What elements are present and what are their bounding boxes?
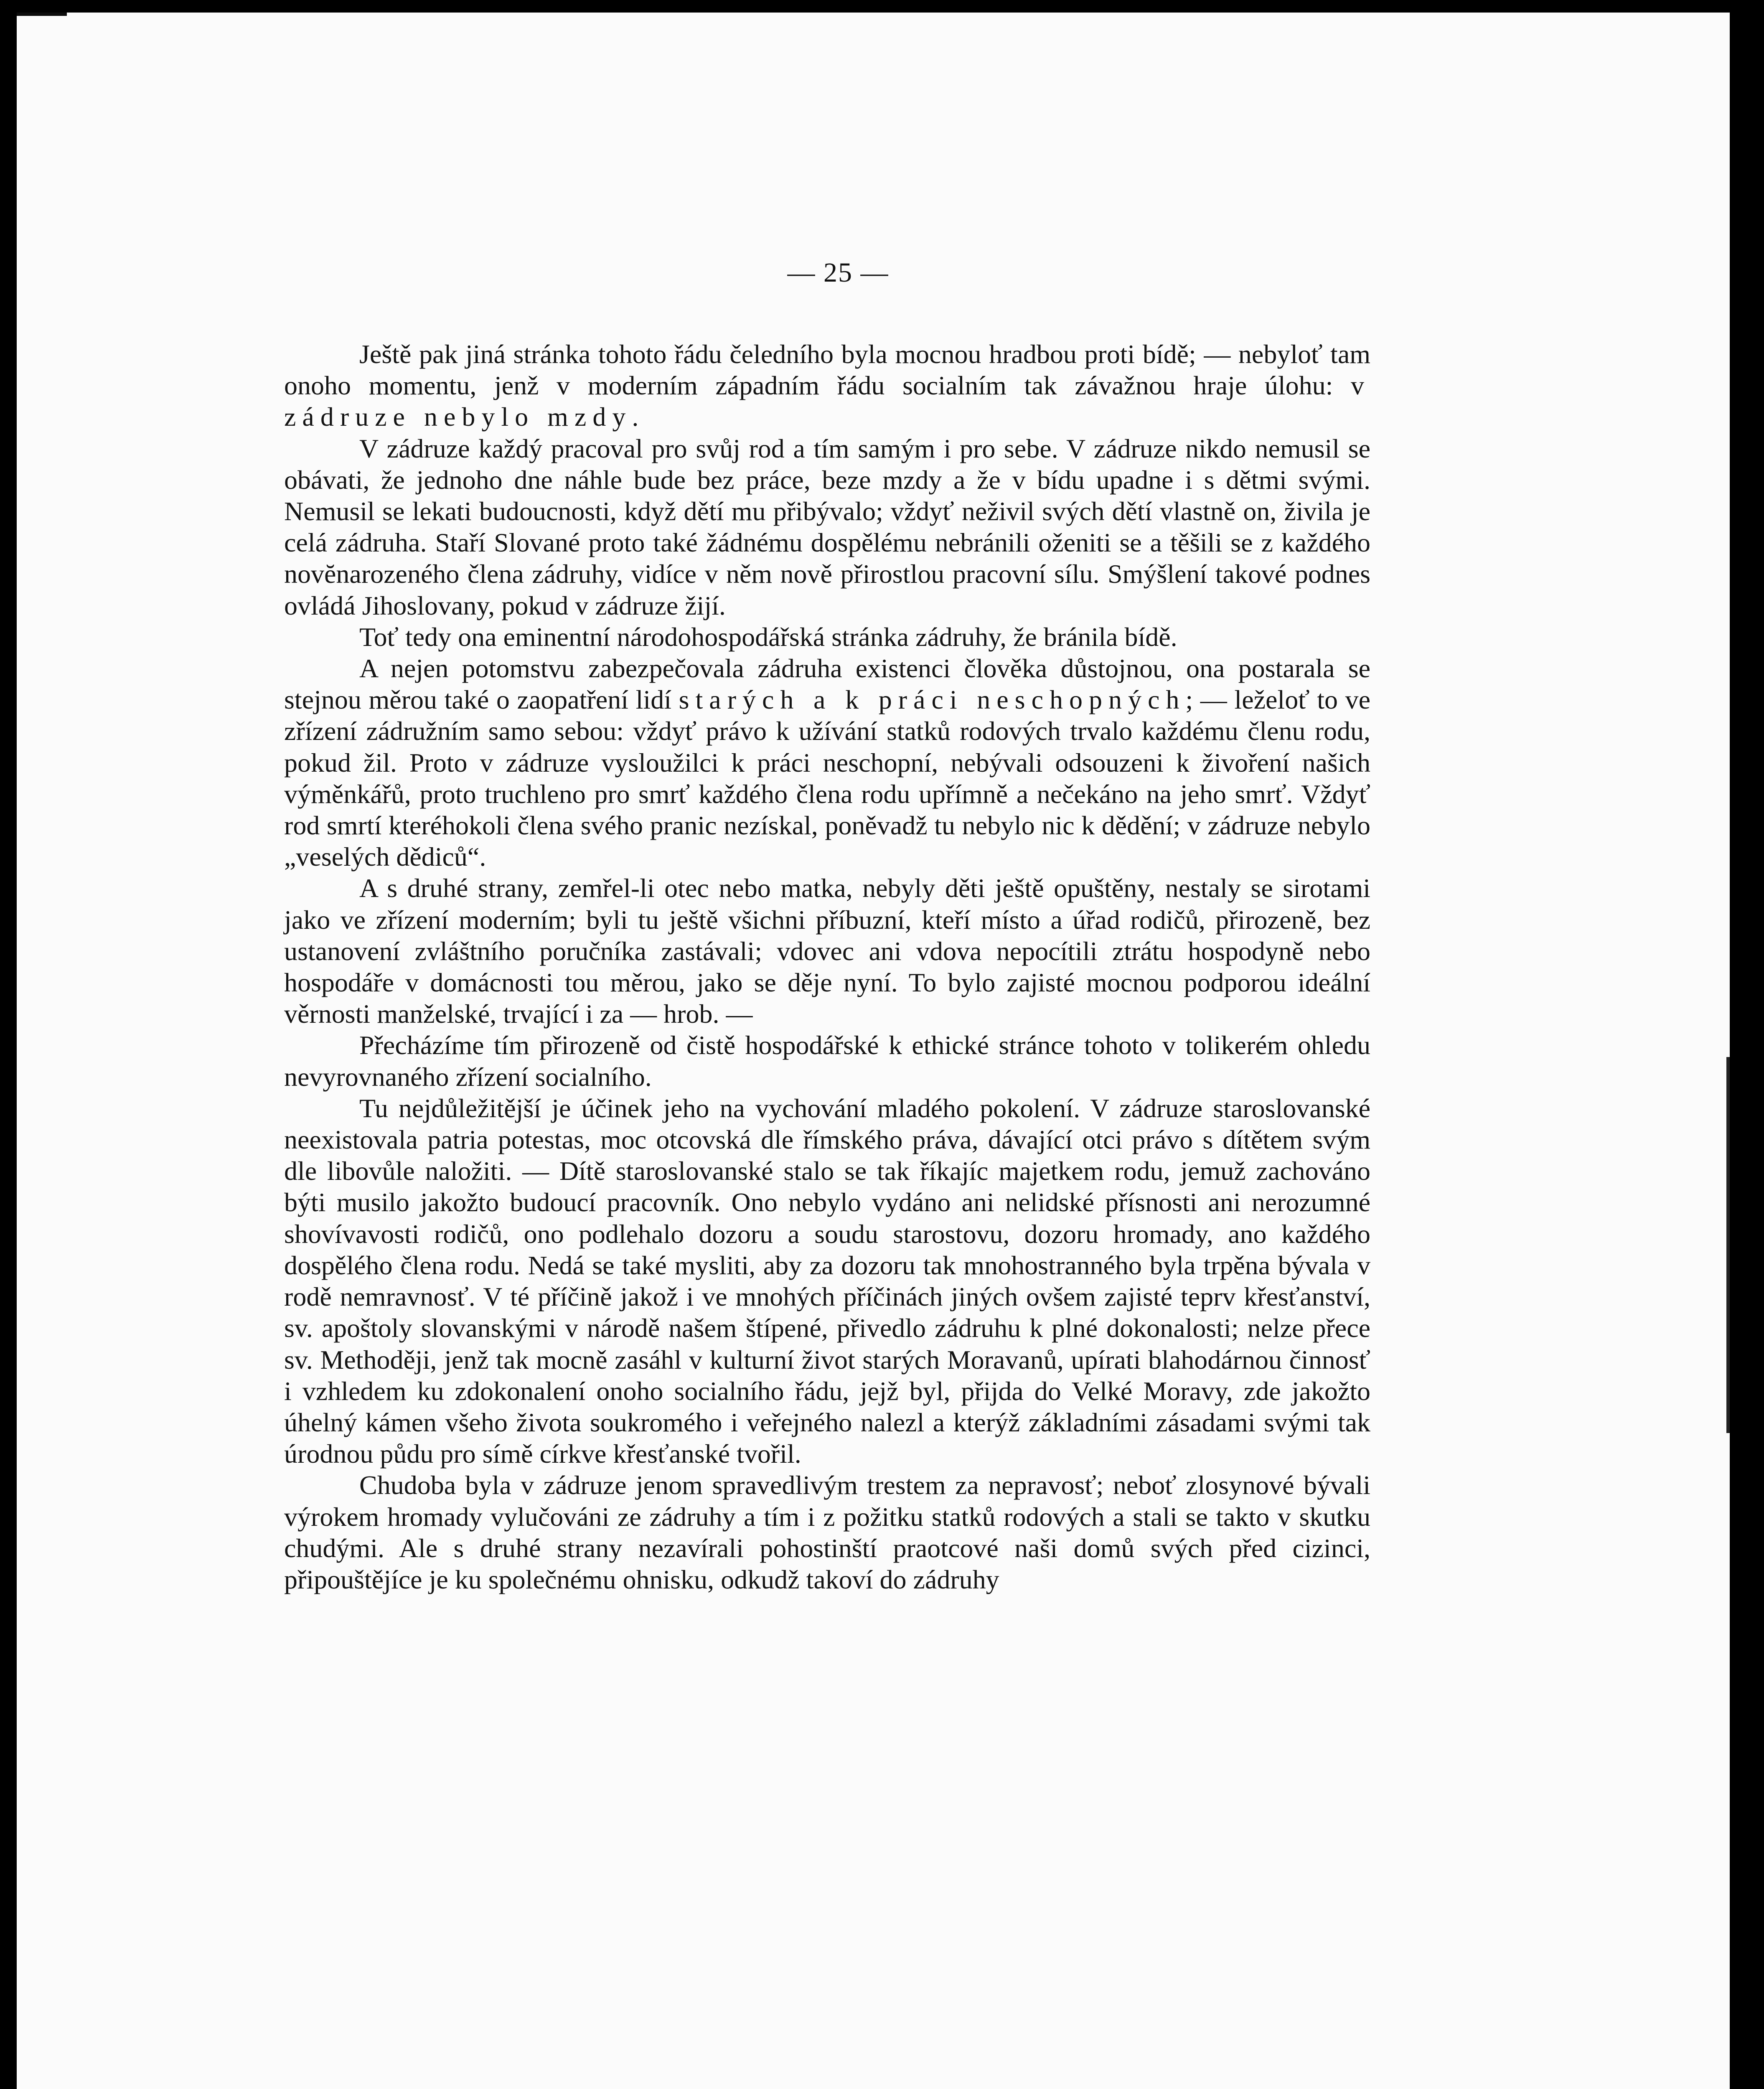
book-page bbox=[17, 13, 1730, 2089]
emphasized-text: starých a k práci neschopných bbox=[679, 685, 1186, 715]
paragraph: A s druhé strany, zemřel-li otec nebo matka, nebyly děti ještě opuštěny, nestaly se sirotami jako ve zřízení moderním; byli tu ještě všichni příbuzní, kteří místo a úřad rodičů, přirozeně, bez ustanovení zvláštního poručníka zastávali; vdovec ani vdova nepocítili ztrátu hospodyně nebo hospodáře v domácnosti tou měrou, jako se děje nyní. To bylo zajisté mocnou podporou ideální věrnosti manželské, trvající i za — hrob. — bbox=[284, 873, 1370, 1029]
paragraph: Toť tedy ona eminentní národohospodářská stránka zádruhy, že bránila bídě. bbox=[359, 622, 1177, 652]
scan-edge-mark bbox=[1726, 1057, 1730, 1433]
paragraph: Tu nejdůležitější je účinek jeho na vychování mladého pokolení. V zádruze staroslovanské neexistovala patria potestas, moc otcovská dle římského práva, dávající otci právo s dítětem svým dle libovůle naložiti. — Dítě staroslovanské stalo se tak říkajíc majetkem rodu, jemuž zachováno býti musilo jakožto budoucí pracovník. Ono nebylo vydáno ani nelidské přísnosti ani nerozumné shovívavosti rodičů, ono podlehalo dozoru a soudu starostovu, dozoru hromady, ano každého dospělého člena rodu. Nedá se také mysliti, aby za dozoru tak mnohostranného byla trpěna bývala v rodě nemravnosť. V té příčině jakož i ve mnohých příčinách jiných ovšem zajisté teprv křesťanství, sv. apoštoly slovanskými v národě našem štípené, přivedlo zádruhu k plné dokonalosti; nelze přece sv. Methoději, jenž tak mocně zasáhl v kulturní život starých Moravanů, upírati blahodárnou činnosť i vzhledem ku zdokonalení onoho socialního řádu, jejž byl, přijda do Velké Moravy, zde jakožto úhelný kámen všeho života soukromého i veřejného nalezl a kterýž základními zásadami svými tak úrodnou půdu pro símě církve křesťanské tvořil. bbox=[284, 1093, 1370, 1469]
paragraph-text: A nejen potomstvu zabezpečovala zádruha existenci člověka důstojnou, ona postarala se stejnou měrou také o zaopatření lidí bbox=[284, 653, 1370, 715]
paragraph-text: ; — leželoť to ve zřízení zádružním samo sebou: vždyť právo k užívání statků rodových trvalo každému členu rodu, pokud žil. Proto v zádruze vysloužilci k práci neschopní, nebývali odsouzeni k živoření našich výměnkářů, proto truchleno pro smrť každého člena rodu upřímně a nečekáno na jeho smrť. Vždyť rod smrtí kteréhokoli člena svého pranic nezískal, poněvadž tu nebylo nic k dědění; v zádruze nebylo „veselých dědiců“. bbox=[284, 685, 1371, 872]
paragraph bbox=[284, 653, 1370, 872]
paragraph: Přecházíme tím přirozeně od čistě hospodářské k ethické stránce tohoto v tolikerém ohledu nevyrovnaného zřízení socialního. bbox=[284, 1030, 1370, 1092]
paragraph-text: . bbox=[632, 402, 639, 432]
paragraph: Chudoba byla v zádruze jenom spravedlivým trestem za nepravosť; neboť zlosynové bývali výrokem hromady vylučováni ze zádruhy a tím i z požitku statků rodových a stali se takto v skutku chudými. Ale s druhé strany nezavírali pohostinští praotcové naši domů svých před cizinci, připouštějíce je ku společnému ohnisku, odkudž takoví do zádruhy bbox=[284, 1470, 1370, 1594]
paragraph-text: Ještě pak jiná stránka tohoto řádu čeledního byla mocnou hradbou proti bídě; — nebyloť tam onoho momentu, jenž v moderním západním řádu socialním tak závažnou hraje úlohu: bbox=[284, 339, 1370, 401]
page-number: — 25 — bbox=[787, 257, 889, 288]
emphasized-text: v zádruze nebylo mzdy bbox=[284, 371, 1370, 432]
paragraph bbox=[284, 338, 1370, 433]
scan-edge-mark bbox=[17, 13, 67, 16]
paragraph: V zádruze každý pracoval pro svůj rod a tím samým i pro sebe. V zádruze nikdo nemusil se obávati, že jednoho dne náhle bude bez práce, beze mzdy a že v bídu upadne i s dětmi svými. Nemusil se lekati budoucnosti, když dětí mu přibývalo; vždyť neživil svých dětí vlastně on, živila je celá zádruha. Staří Slované proto také žádnému dospělému nebránili oženiti se a těšili se z každého novĕnarozeného člena zádruhy, vidíce v něm nově přirostlou pracovní sílu. Smýšlení takové podnes ovládá Jihoslovany, pokud v zádruze žijí. bbox=[284, 433, 1370, 620]
text-column bbox=[284, 338, 1370, 1595]
